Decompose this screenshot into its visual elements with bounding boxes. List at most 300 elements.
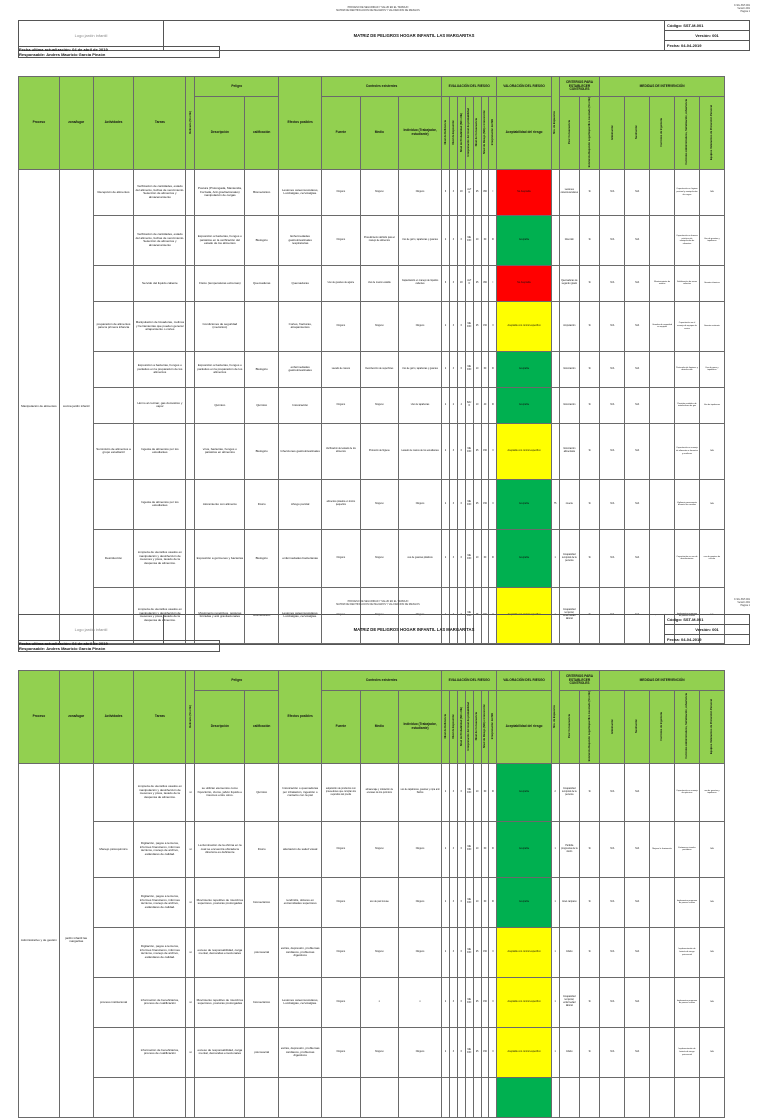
cell-exp	[551, 169, 559, 215]
cell-epp: N/A	[699, 479, 724, 529]
cell-adm: Capacitación en buenas prácticas de manipulación de alimentos	[675, 215, 700, 265]
risk-acceptability-cell: Aceptable con control específico	[497, 301, 551, 351]
cell-inr: II	[489, 479, 497, 529]
cell-efe: estrés, depresión, problemas cardiacos, problemas digestivos	[279, 1027, 322, 1077]
cell-epp: Guantes anticorte	[699, 301, 724, 351]
activity-cell	[93, 215, 134, 265]
col-valoracion: VALORACIÓN DEL RIESGO	[497, 77, 551, 97]
col-criterio-0	[559, 691, 579, 764]
cell-inr: III	[489, 877, 497, 927]
cell-peor: Intoxicación alimentaria	[559, 423, 579, 479]
cell-ind: Uso de gorro, tapabocas y guantes	[399, 215, 442, 265]
col-eval-4-label: Nivel de Consecuencia	[475, 711, 479, 741]
activity-cell	[93, 877, 134, 927]
cell-sus: N/A	[625, 215, 650, 265]
cell-leg: Si	[580, 1027, 600, 1077]
cell-nc: 10	[473, 877, 481, 927]
cell-np: 6	[457, 215, 465, 265]
cell-sus: N/A	[625, 387, 650, 423]
header-right-line: Versión 001	[737, 7, 750, 10]
cell-inr: III	[489, 529, 497, 587]
cell-desc: Movimiento repetitivo de miembros superiores, posturas prolongadas	[195, 977, 245, 1027]
table-row	[19, 977, 750, 1027]
col-criterios: CRITERIOS PARA ESTABLECER CONTROLES	[559, 671, 600, 691]
header-note	[278, 600, 478, 606]
cell-rut: si	[186, 763, 195, 821]
header-right-line: Página 1	[740, 604, 750, 607]
col-fuente: Fuente	[322, 691, 360, 764]
cell-med: Ninguno	[360, 169, 398, 215]
cell-nr: 60	[481, 821, 489, 877]
cell-nr: 60	[481, 763, 489, 821]
col-eval-6-label: Interpretación del NR	[491, 119, 495, 146]
col-tareas: Tareas	[134, 77, 186, 170]
cell-inr: I	[489, 169, 497, 215]
risk-acceptability-cell	[497, 1077, 551, 1117]
cell-inr: III	[489, 215, 497, 265]
cell-eli: N/A	[600, 387, 625, 423]
cell-adm: Exámenes visuales periódicos	[675, 821, 700, 877]
cell-fue: Ninguno	[322, 529, 360, 587]
table-row	[19, 529, 750, 587]
cell-rut	[186, 351, 195, 387]
risk-acceptability-cell: Aceptable	[497, 821, 551, 877]
col-eval-3	[465, 691, 473, 764]
cell-nr: 450	[481, 169, 489, 215]
cell-nd: 2	[442, 821, 450, 877]
cell-nc: 25	[473, 479, 481, 529]
col-eval-6	[489, 97, 497, 170]
cell-leg: Si	[580, 927, 600, 977]
col-medida-4-label: Equipos / Elementos de Protección Personal	[710, 104, 714, 160]
cell-ne: 3	[449, 587, 457, 643]
activity-cell	[93, 265, 134, 301]
cell-rut	[186, 215, 195, 265]
cell-epp: N/A	[699, 877, 724, 927]
col-medida-0	[600, 691, 625, 764]
table-row	[19, 927, 750, 977]
risk-acceptability-cell: Aceptable con control específico	[497, 977, 551, 1027]
document-code: Código: SST-M-001	[665, 615, 750, 625]
table-row	[19, 763, 750, 821]
col-medidas: MEDIDAS DE INTERVENCIÓN	[600, 77, 725, 97]
cell-efe: Lesiones osteomusculares, Lumbalgias, cervicalgias.	[279, 169, 322, 215]
cell-nr: 60	[481, 529, 489, 587]
cell-nc: 10	[473, 821, 481, 877]
cell-ne: 3	[449, 479, 457, 529]
cell-inp: MEDIO	[465, 587, 473, 643]
activity-cell	[93, 387, 134, 423]
cell-leg: Si	[580, 301, 600, 351]
col-actividades: Actividades	[93, 77, 134, 170]
cell-epp: Uso de tapabocas	[699, 387, 724, 423]
cell-peor: Incapacidad temporal, enfermedad laboral	[559, 587, 579, 643]
cell-leg: Si	[580, 479, 600, 529]
cell-leg: Si	[580, 215, 600, 265]
zone-cell: jardín infantil las margaritas	[59, 763, 93, 1117]
page-title: MATRIZ DE PELIGROS HOGAR INFANTIL LAS MARGARITAS	[164, 21, 665, 51]
cell-inr: III	[489, 763, 497, 821]
cell-fue	[322, 1077, 360, 1117]
cell-nc: 25	[473, 977, 481, 1027]
cell-inr: II	[489, 1027, 497, 1077]
table-row	[19, 169, 750, 215]
cell-np: 18	[457, 265, 465, 301]
cell-epp: N/A	[699, 977, 724, 1027]
cell-exp: 2	[551, 763, 559, 821]
col-eval-1	[449, 97, 457, 170]
cell-tarea: Limpieza de utensilios usados en manipulación y desinfección de mesones y pisos, lavado de la despensa de alimentos.	[134, 529, 186, 587]
cell-adm: Capacitación en higiene postural y manipulación de cargas	[675, 169, 700, 215]
cell-adm: Capacitación en el manejo de equipos de cocina	[675, 301, 700, 351]
cell-peor: muerte	[559, 479, 579, 529]
cell-rut	[186, 265, 195, 301]
col-controles: Controles existentes	[322, 671, 442, 691]
cell-tarea: Digitación, pagos a terceros, informes financieros, informes técnicos, manejo de archivo, estándares de calidad.	[134, 877, 186, 927]
cell-ing: Guardas de seguridad en equipos	[650, 301, 675, 351]
cell-nr: 40	[481, 387, 489, 423]
header-right-line: Versión 001	[737, 601, 750, 604]
col-expuestos	[551, 77, 559, 170]
cell-nd: 2	[442, 423, 450, 479]
col-rutinario	[186, 77, 195, 170]
responsible-line: Responsable: Andres Mauricio García Pinzón	[19, 52, 106, 57]
risk-matrix-table	[18, 670, 750, 1118]
cell-exp: 75	[551, 479, 559, 529]
table-row	[19, 387, 750, 423]
cell-desc: exceso de responsabilidad, carga mental, demandas emocionales	[195, 927, 245, 977]
cell-peor: Amputación	[559, 301, 579, 351]
col-evaluacion: EVALUACIÓN DEL RIESGO	[442, 77, 497, 97]
col-peligro: Peligro	[195, 77, 279, 97]
cell-med: Ninguno	[360, 587, 398, 643]
col-eval-2	[457, 691, 465, 764]
cell-tarea	[134, 1077, 186, 1117]
cell-nr: 150	[481, 423, 489, 479]
cell-nd: 2	[442, 877, 450, 927]
col-proceso: Proceso	[19, 671, 60, 764]
page-title: MATRIZ DE PELIGROS HOGAR INFANTIL LAS MARGARITAS	[164, 615, 665, 645]
col-rutinario-label: Rutinario (Si o No)	[188, 110, 192, 134]
cell-exp: 1	[551, 877, 559, 927]
cell-exp	[551, 351, 559, 387]
col-peligro: Peligro	[195, 671, 279, 691]
cell-desc: exceso de responsabilidad, carga mental, demandas emocionales	[195, 1027, 245, 1077]
cell-ing	[650, 877, 675, 927]
cell-nd: 2	[442, 927, 450, 977]
cell-ing	[650, 1027, 675, 1077]
cell-np: 6	[457, 927, 465, 977]
table-row	[19, 351, 750, 387]
cell-np: 6	[457, 877, 465, 927]
cell-tarea: Limpieza de utensilios usados en manipulación y desinfección de mesones y pisos, lavado de la despensa de alimentos.	[134, 587, 186, 643]
col-eval-0-label: Nivel de Deficiencia	[443, 713, 447, 739]
cell-inp: MEDIO	[465, 479, 473, 529]
cell-desc: Postura (Prolongada, Mantenida, Forzada, Anti gravitacionales) manipulación de cargas	[195, 169, 245, 215]
col-eval-0	[442, 691, 450, 764]
cell-cls: Biologico	[245, 351, 279, 387]
cell-efe: enfermedades gastrointestinales	[279, 351, 322, 387]
cell-fue: Uso de guantes de agarre	[322, 265, 360, 301]
cell-nr: 150	[481, 977, 489, 1027]
risk-acceptability-cell: Aceptable	[497, 479, 551, 529]
table-row	[19, 479, 750, 529]
cell-adm: Implementar programa de pausas activas	[675, 877, 700, 927]
cell-sus: N/A	[625, 529, 650, 587]
col-eval-5	[481, 691, 489, 764]
cell-rut	[186, 169, 195, 215]
activity-cell: preparación de alimentos para la primera infancia	[93, 301, 134, 351]
cell-nd: 6	[442, 265, 450, 301]
cell-desc: La iluminación de la oficina en la cual se encuentra ubicada la directora es deficiente	[195, 821, 245, 877]
cell-eli: N/A	[600, 977, 625, 1027]
activity-cell	[93, 479, 134, 529]
cell-nd: 2	[442, 529, 450, 587]
col-medida-3-label: Controles Administrativos, Señalización, Advertencia	[685, 693, 689, 759]
cell-inr: II	[489, 423, 497, 479]
cell-sus: N/A	[625, 479, 650, 529]
cell-inp: ALTO	[465, 265, 473, 301]
cell-nc: 10	[473, 387, 481, 423]
cell-adm: Implementación de batería de riesgo psicosocial	[675, 927, 700, 977]
cell-ne: 3	[449, 423, 457, 479]
cell-inp: MEDIO	[465, 423, 473, 479]
cell-leg: Si	[580, 763, 600, 821]
col-actividades: Actividades	[93, 671, 134, 764]
process-cell: Administrativo y de gestión	[19, 763, 60, 1117]
cell-ing: Mantenimiento de estufas	[650, 265, 675, 301]
cell-inp: MEDIO	[465, 763, 473, 821]
cell-med: Ninguno	[360, 479, 398, 529]
cell-cls	[245, 301, 279, 351]
cell-nc	[473, 1077, 481, 1117]
cell-sus: N/A	[625, 1027, 650, 1077]
col-medida-1-label: Sustitución	[635, 719, 639, 734]
cell-inp: MEDIO	[465, 927, 473, 977]
cell-sus	[625, 1077, 650, 1117]
cell-nd: 2	[442, 215, 450, 265]
cell-inp: BAJO	[465, 387, 473, 423]
cell-nr	[481, 1077, 489, 1117]
cell-eli: N/A	[600, 877, 625, 927]
cell-fue: Ninguno	[322, 301, 360, 351]
cell-eli: N/A	[600, 1027, 625, 1077]
col-zona: zona/lugar	[59, 77, 93, 170]
cell-sus: N/A	[625, 169, 650, 215]
cell-ind: Lavado de manos de los estudiantes	[399, 423, 442, 479]
cell-nc: 25	[473, 265, 481, 301]
col-criterio-0-label: Peor Consecuencia	[567, 120, 571, 145]
cell-adm: Implementar programa de pausas activas	[675, 977, 700, 1027]
cell-np: 18	[457, 169, 465, 215]
cell-nd: 2	[442, 587, 450, 643]
col-descripcion: Descripción	[195, 691, 245, 764]
cell-leg: Si	[580, 387, 600, 423]
cell-tarea: Exposición a bacterias, hongos o parásitos en la preparación de los alimentos	[134, 351, 186, 387]
cell-inp: MEDIO	[465, 215, 473, 265]
cell-exp: 1	[551, 587, 559, 643]
header-note-line: PROCESO DE SEGURIDAD Y SALUD EN EL TRABAJO	[347, 600, 409, 603]
cell-exp: 1	[551, 977, 559, 1027]
cell-inp: MEDIO	[465, 351, 473, 387]
cell-nd: 2	[442, 1027, 450, 1077]
activity-cell	[93, 927, 134, 977]
cell-rut	[186, 423, 195, 479]
cell-np: 4	[457, 387, 465, 423]
cell-desc: virus, bacterias, hongos o parásitos en alimentos	[195, 423, 245, 479]
risk-acceptability-cell: Aceptable con control específico	[497, 1027, 551, 1077]
activity-cell: proceso institucional	[93, 977, 134, 1027]
cell-fue: adquisición de productos con proveedores que cumplan los requisitos del predio	[322, 763, 360, 821]
cell-nr: 150	[481, 1027, 489, 1077]
col-eval-5-label: Nivel de Riesgo (NR) e intervención	[483, 110, 487, 155]
col-zona: zona/lugar	[59, 671, 93, 764]
col-medida-0-label: Eliminación	[610, 124, 614, 140]
cell-inp: MEDIO	[465, 821, 473, 877]
cell-nc: 25	[473, 169, 481, 215]
cell-med: Uso de mesón estable	[360, 265, 398, 301]
col-eval-5-label: Nivel de Riesgo (NR) e intervención	[483, 704, 487, 749]
col-evaluacion: EVALUACIÓN DEL RIESGO	[442, 671, 497, 691]
cell-tarea: Horno al cocinar, gas doméstico y vapor	[134, 387, 186, 423]
cell-leg: Si	[580, 877, 600, 927]
cell-ind: Uso de gorro, tapabocas y guantes	[399, 351, 442, 387]
cell-inr: II	[489, 927, 497, 977]
col-medida-2-label: Controles de Ingeniería	[660, 117, 664, 147]
document-version: Versión: 001	[665, 31, 750, 41]
cell-leg: Si	[580, 169, 600, 215]
cell-med	[360, 1077, 398, 1117]
cell-nd	[442, 1077, 450, 1117]
table-row	[19, 301, 750, 351]
cell-adm: Revisión periódica de instalaciones de gas	[675, 387, 700, 423]
cell-eli	[600, 1077, 625, 1117]
cell-nd: 2	[442, 479, 450, 529]
cell-eli: N/A	[600, 821, 625, 877]
cell-nc: 10	[473, 351, 481, 387]
risk-acceptability-cell: Aceptable	[497, 877, 551, 927]
cell-tarea: Limpieza de utensilios usados en manipulación y desinfección de mesones y pisos, lavado de la despensa de alimentos.	[134, 763, 186, 821]
col-eval-4-label: Nivel de Consecuencia	[475, 117, 479, 147]
cell-np: 6	[457, 301, 465, 351]
cell-sus: N/A	[625, 301, 650, 351]
cell-epp: N/A	[699, 169, 724, 215]
cell-cls: Quimico	[245, 387, 279, 423]
cell-tarea: Verificación de cantidades, estado del alimento, fechas de vencimiento. Selección de alimentos y almacenamiento	[134, 215, 186, 265]
cell-rut: si	[186, 977, 195, 1027]
cell-ing	[650, 351, 675, 387]
cell-ing	[650, 169, 675, 215]
cell-fue: Ninguno	[322, 877, 360, 927]
cell-cls: Quimico	[245, 763, 279, 821]
cell-nr: 60	[481, 351, 489, 387]
header-right	[698, 598, 750, 607]
cell-nc: 25	[473, 1027, 481, 1077]
risk-acceptability-cell: Aceptable con control específico	[497, 587, 551, 643]
cell-peor: Pérdida progresiva de la visión	[559, 821, 579, 877]
table-row	[19, 1027, 750, 1077]
cell-cls: Fisico	[245, 821, 279, 877]
cell-desc: Condiciones de seguridad (mecánico)	[195, 301, 245, 351]
cell-adm	[675, 1077, 700, 1117]
cell-ne: 3	[449, 821, 457, 877]
activity-cell	[93, 763, 134, 821]
cell-cls: Biomecánico	[245, 169, 279, 215]
activity-cell	[93, 1027, 134, 1077]
col-medida-1-label: Sustitución	[635, 125, 639, 140]
cell-tarea: Manipulación de licuadoras, molinos y herramientas que pueden generar atrapamiento o cortes	[134, 301, 186, 351]
activity-cell	[93, 351, 134, 387]
col-criterio-1-label: Existencia Requisito Legal Específico Asociado (Si o No)	[587, 97, 591, 168]
table-row	[19, 1077, 750, 1117]
cell-leg: Si	[580, 423, 600, 479]
cell-np: 6	[457, 977, 465, 1027]
document-meta	[18, 640, 220, 652]
col-fuente: Fuente	[322, 97, 360, 170]
cell-nd: 2	[442, 301, 450, 351]
col-medida-1	[625, 97, 650, 170]
cell-ind: Uso de tapabocas	[399, 387, 442, 423]
cell-ne: 3	[449, 877, 457, 927]
cell-epp: N/A	[699, 821, 724, 877]
cell-efe: afectación de salud visual	[279, 821, 322, 877]
cell-fue: Verificación del estado de los alimentos	[322, 423, 360, 479]
col-medida-1	[625, 691, 650, 764]
col-efectos: Efectos posibles	[279, 77, 322, 170]
cell-cls: Biologico	[245, 215, 279, 265]
cell-ind: Ninguno	[399, 301, 442, 351]
col-eval-6	[489, 691, 497, 764]
col-rutinario-label: Rutinario (Si o No)	[188, 704, 192, 728]
col-tareas: Tareas	[134, 671, 186, 764]
col-medio: Medio	[360, 97, 398, 170]
col-criterio-1-label: Existencia Requisito Legal Específico Asociado (Si o No)	[587, 691, 591, 762]
cell-epp: Uso de guantes y tapabocas	[699, 215, 724, 265]
cell-nd: 2	[442, 351, 450, 387]
activity-cell: Recepción de alimentos	[93, 169, 134, 215]
risk-acceptability-cell: Aceptable	[497, 215, 551, 265]
col-rutinario	[186, 671, 195, 764]
cell-ing	[650, 387, 675, 423]
cell-med: uso de pad mouse	[360, 877, 398, 927]
cell-tarea: Ingesta de alimentos por los estudiantes	[134, 423, 186, 479]
activity-cell: Manejo psicoquímico	[93, 821, 134, 877]
header-right	[698, 4, 750, 13]
cell-peor: Intoxicación	[559, 351, 579, 387]
cell-exp	[551, 423, 559, 479]
cell-nr: 150	[481, 301, 489, 351]
responsible-line: Responsable: Andres Mauricio García Pinzón	[19, 646, 106, 651]
cell-sus: N/A	[625, 977, 650, 1027]
cell-desc: Atoramiento con alimento	[195, 479, 245, 529]
cell-epp: N/A	[699, 927, 724, 977]
cell-sus: N/A	[625, 587, 650, 643]
col-proceso: Proceso	[19, 77, 60, 170]
zone-cell: cocina jardín infantil	[59, 169, 93, 643]
col-medidas: MEDIDAS DE INTERVENCIÓN	[600, 671, 725, 691]
cell-eli: N/A	[600, 215, 625, 265]
table-row	[19, 215, 750, 265]
col-medida-3	[675, 691, 700, 764]
col-aceptabilidad: Aceptabilidad del riesgo	[497, 691, 551, 764]
risk-acceptability-cell: Aceptable	[497, 387, 551, 423]
col-medida-2-label: Controles de Ingeniería	[660, 711, 664, 741]
cell-med: Procedimiento definido para el manejo de alimentos	[360, 215, 398, 265]
cell-med: Ninguno	[360, 1027, 398, 1077]
cell-nc: 25	[473, 423, 481, 479]
cell-sus: N/A	[625, 927, 650, 977]
cell-ne: 2	[449, 387, 457, 423]
